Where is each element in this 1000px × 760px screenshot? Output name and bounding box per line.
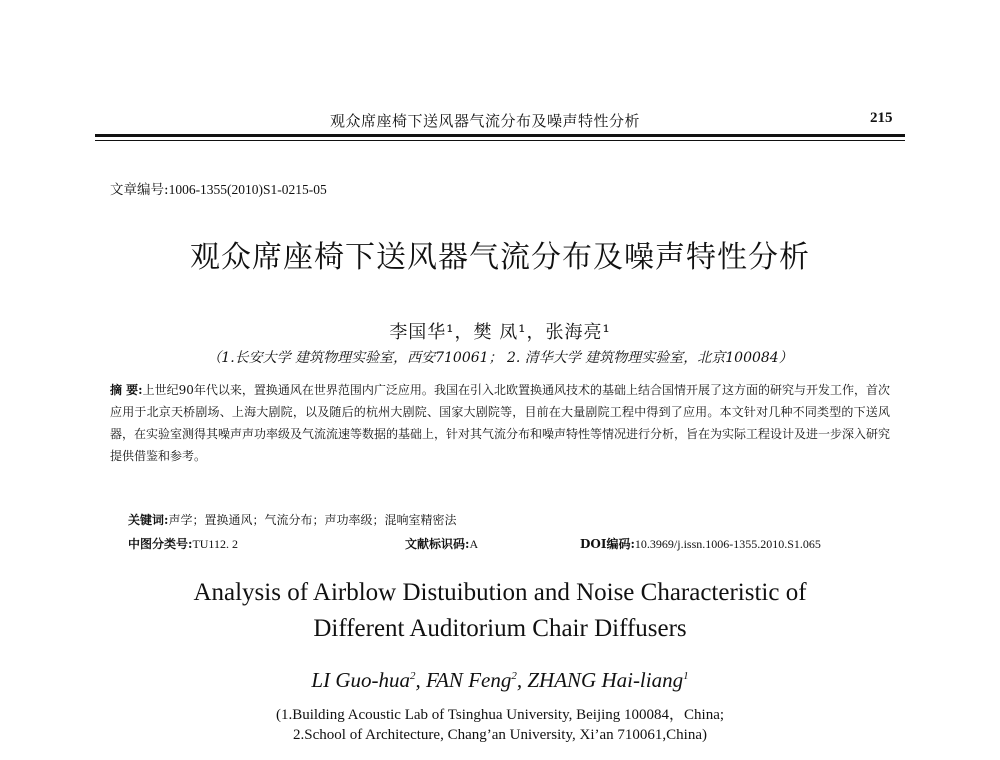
article-id-label: 文章编号: — [110, 182, 169, 198]
author-2-sup: 2 — [511, 670, 517, 682]
author-2: FAN Feng — [425, 668, 512, 692]
english-title-line2: Different Auditorium Chair Diffusers — [313, 615, 687, 642]
article-id — [110, 178, 327, 198]
author-1-sup: 2 — [409, 670, 416, 682]
document-code — [405, 535, 478, 552]
chinese-authors: 李国华¹，樊 凤¹，张海亮¹ — [389, 322, 611, 343]
english-title-line1: Analysis of Airblow Distuibution and Noise Characteristic of — [193, 579, 807, 606]
abstract-text: 上世纪90年代以来，置换通风在世界范围内广泛应用。我国在引入北欧置换通风技术的基础上结合国情开展了这方面的研究与开发工作，首次应用于北京天桥剧场、上海大剧院，以及随后的杭州大剧院、国家大剧院等，目前在大量剧院工程中得到了应用。本文针对几种不同类型的下送风器，在实验室测得其噪声声功率级及气流流速等数据的基础上，针对其气流分布和噪声特性等情况进行分析，旨在为实际工程设计及进一步深入研究提供借鉴和参考。 — [110, 383, 891, 463]
english-authors: LI Guo-hua$^2$, FAN Feng$^2$, ZHANG Hai-liang$^1$ — [311, 668, 689, 692]
classification-number — [128, 535, 238, 552]
chinese-abstract — [110, 379, 890, 467]
doi-label: DOI编码: — [580, 537, 635, 551]
keywords — [128, 511, 456, 528]
running-title: 观众席座椅下送风器气流分布及噪声特性分析 — [330, 112, 641, 130]
chinese-affiliation: （1.长安大学 建筑物理实验室，西安710061； 2. 清华大学 建筑物理实验室，北京100084） — [207, 350, 793, 366]
header-rule-thick — [95, 134, 905, 137]
english-affiliation-2: 2.School of Architecture, Chang’an University, Xi’an 710061,China) — [293, 727, 707, 743]
page-number: 215 — [870, 110, 893, 126]
keywords-label: 关键词: — [128, 513, 169, 527]
english-affiliation-1: (1.Building Acoustic Lab of Tsinghua University, Beijing 100084，China; — [275, 707, 725, 723]
header-rule-thin — [95, 140, 905, 141]
class-label: 中图分类号: — [128, 537, 193, 551]
keywords-value: 声学；置换通风；气流分布；声功率级；混响室精密法 — [168, 513, 457, 527]
english-title — [0, 575, 1000, 647]
doccode-value: A — [469, 537, 479, 551]
class-value: TU112. 2 — [192, 537, 238, 551]
abstract-label: 摘 要: — [110, 383, 143, 397]
doi-value: 10.3969/j.issn.1006-1355.2010.S1.065 — [634, 537, 821, 551]
chinese-title: 观众席座椅下送风器气流分布及噪声特性分析 — [190, 240, 810, 275]
article-id-value: 1006-1355(2010)S1-0215-05 — [168, 182, 327, 197]
doccode-label: 文献标识码: — [405, 537, 470, 551]
author-3: ZHANG Hai-liang — [527, 668, 684, 692]
author-1: LI Guo-hua — [311, 668, 410, 692]
author-3-sup: 1 — [683, 670, 689, 682]
doi — [580, 535, 821, 552]
